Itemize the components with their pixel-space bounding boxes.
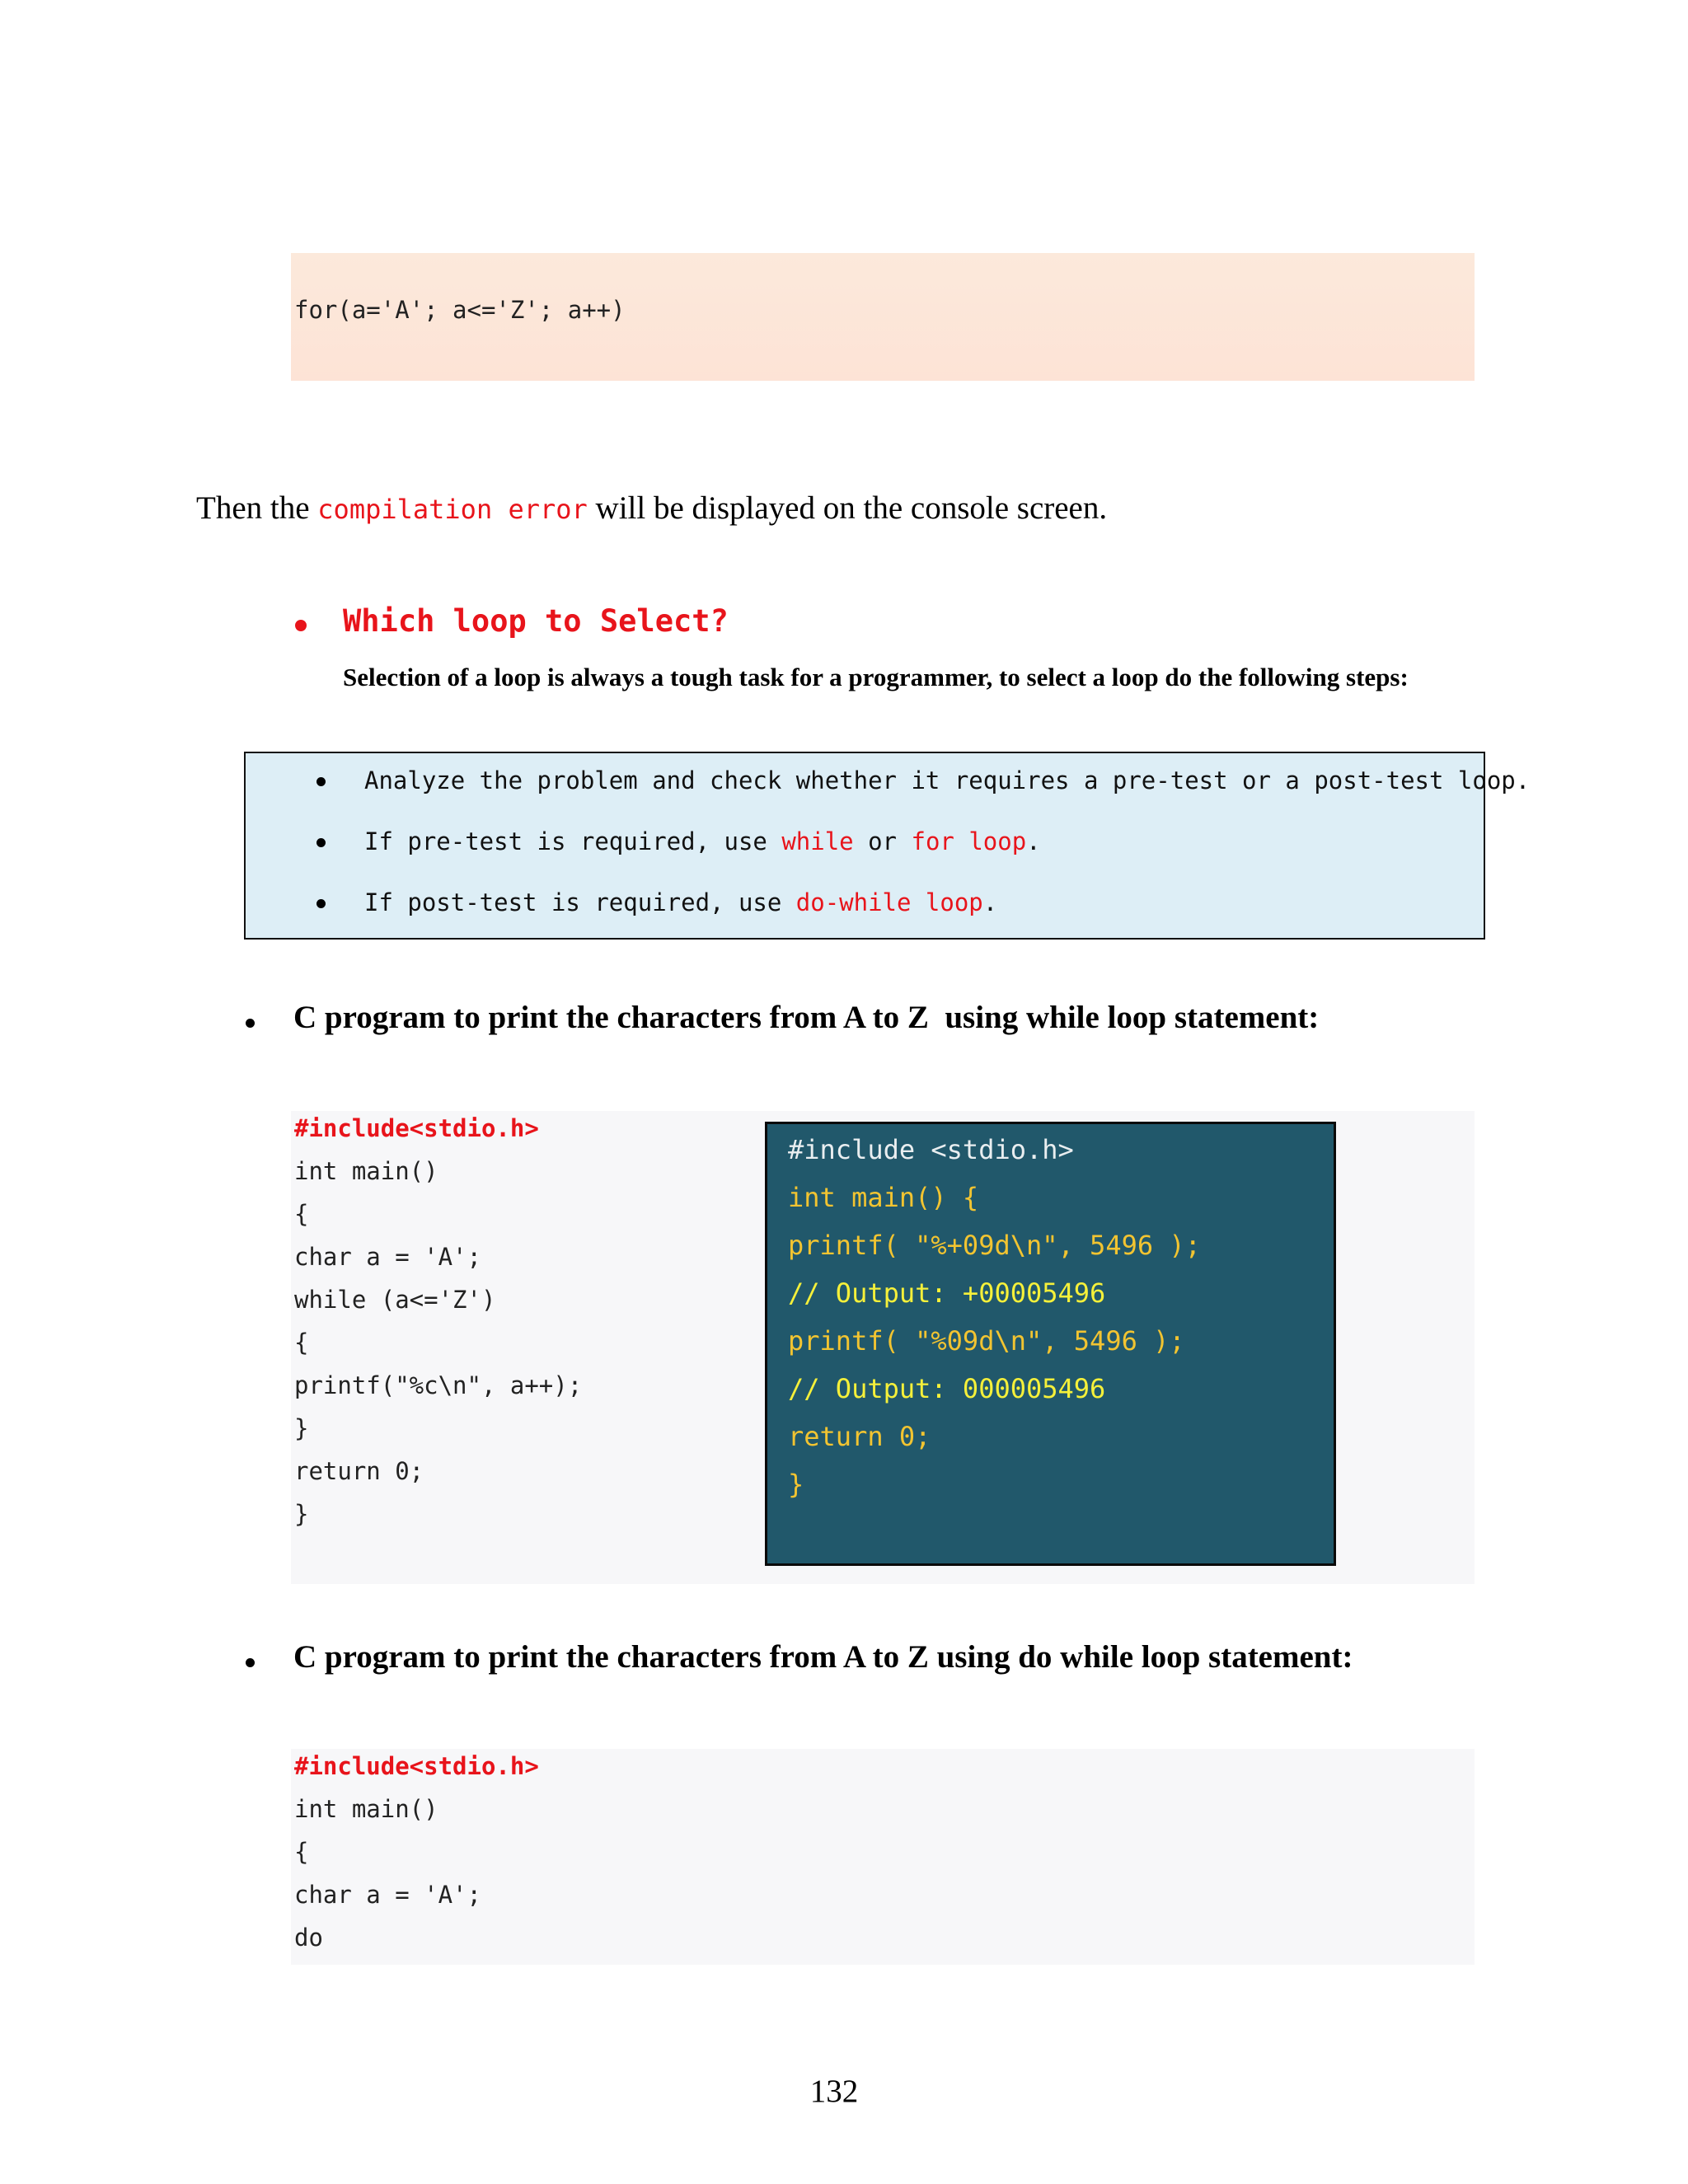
step-text-after: .: [982, 888, 998, 916]
code-line: {: [294, 1329, 309, 1357]
sentence-before: Then the: [196, 490, 318, 526]
code-line: // Output: +00005496: [788, 1277, 1106, 1309]
code-line: #include<stdio.h>: [294, 1114, 539, 1142]
code-line: }: [294, 1500, 309, 1528]
selection-description: Selection of a loop is always a tough task for a programmer, to select a loop do the following steps:: [343, 663, 1409, 691]
printf-example-box: [765, 1122, 1336, 1566]
code-line: printf( "%+09d\n", 5496 );: [788, 1230, 1201, 1261]
do-while-code-block: [291, 1749, 1475, 1965]
code-line: printf("%c\n", a++);: [294, 1371, 583, 1399]
step-text-before: If post-test is required, use: [364, 888, 796, 916]
while-section-heading: C program to print the characters from A to Z using while loop statement:: [293, 1000, 1320, 1035]
code-line: return 0;: [294, 1457, 424, 1485]
code-line: int main(): [294, 1157, 438, 1185]
compilation-error-sentence: [196, 488, 1107, 530]
step-text: [364, 888, 997, 916]
code-line: {: [294, 1200, 309, 1228]
bullet-icon: [316, 777, 326, 786]
do-while-section-heading: C program to print the characters from A to Z using do while loop statement:: [293, 1639, 1353, 1675]
code-line: // Output: 000005496: [788, 1373, 1106, 1404]
code-line: int main(): [294, 1795, 438, 1823]
bullet-icon: [246, 1019, 255, 1028]
top-code-block: [291, 253, 1475, 381]
step-text: [364, 827, 1041, 855]
code-line: char a = 'A';: [294, 1881, 481, 1909]
bullet-icon: [316, 899, 326, 908]
code-line: for(a='A'; a<='Z'; a++): [294, 296, 626, 324]
code-line: printf( "%09d\n", 5496 );: [788, 1325, 1185, 1357]
step-text-before: If pre-test is required, use: [364, 827, 782, 855]
step-text-after: .: [1026, 827, 1041, 855]
step-text-mid: or: [853, 827, 912, 855]
keyword-while: while: [781, 827, 854, 855]
code-line: int main() {: [788, 1182, 979, 1213]
code-line: }: [294, 1414, 309, 1442]
code-line: {: [294, 1838, 309, 1866]
keyword-do-while: do-while loop: [795, 888, 983, 916]
step-text: Analyze the problem and check whether it requires a pre-test or a post-test loop.: [364, 766, 1531, 794]
sentence-code: compilation error: [317, 494, 588, 525]
which-loop-heading: Which loop to Select?: [343, 603, 729, 639]
step-item: [246, 888, 998, 1001]
code-line: return 0;: [788, 1421, 931, 1452]
steps-box: [244, 752, 1531, 940]
code-line: while (a<='Z'): [294, 1286, 496, 1314]
code-line: #include <stdio.h>: [788, 1134, 1074, 1165]
code-line: char a = 'A';: [294, 1243, 481, 1271]
code-line: #include<stdio.h>: [294, 1752, 539, 1780]
sentence-after: will be displayed on the console screen.: [587, 490, 1108, 526]
code-line: }: [788, 1469, 804, 1500]
keyword-for-loop: for loop: [911, 827, 1027, 855]
bullet-icon: [316, 838, 326, 847]
bullet-icon: [246, 1658, 255, 1667]
page-number: 132: [809, 2074, 859, 2109]
code-line: do: [294, 1924, 323, 1952]
bullet-icon: [295, 620, 307, 631]
